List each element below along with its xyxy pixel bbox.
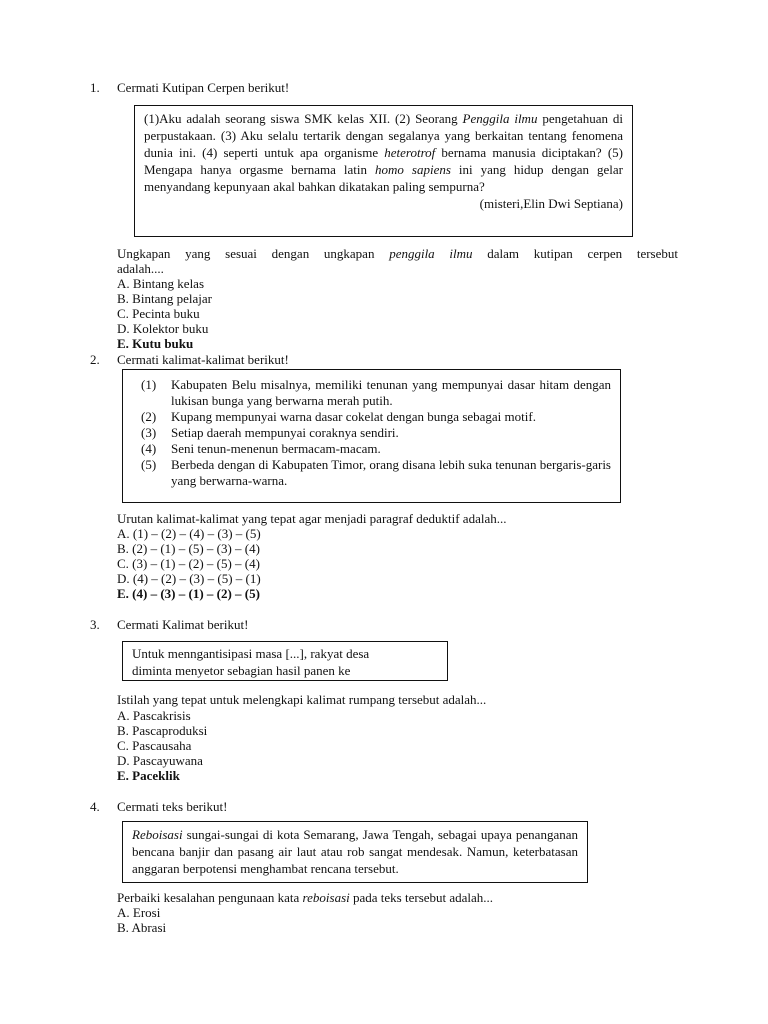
option-e[interactable]: E. Paceklik <box>117 768 180 783</box>
option-a[interactable]: A. Bintang kelas <box>117 276 205 291</box>
option-b[interactable]: B. (2) – (1) – (5) – (3) – (4) <box>117 541 260 556</box>
option-e[interactable]: E. Kutu buku <box>117 336 194 351</box>
question-stem: Ungkapan yang sesuai dengan ungkapan penggila ilmu dalam kutipan cerpen tersebut <box>117 246 678 261</box>
text-box <box>122 821 588 883</box>
excerpt-text: (1)Aku adalah seorang siswa SMK kelas XII. (2) Seorang Penggila ilmu pengetahuan di perpustakaan. (3) Aku selalu tertarik dengan segalanya yang berkaitan tentang fenomena dunia ini. (4) seperti untuk apa organisme heterotrof bernama manusia diciptakan? (5) Mengapa hanya orgasme bernama latin homo sapiens ini yang hidup dengan gelar menyandang kepunyaan akal bahkan dikatakan paling sempurna? <box>144 111 624 194</box>
sentence-item: (4) Seni tenun-menenun bermacam-macam. <box>141 441 381 456</box>
answer-options <box>117 708 207 783</box>
question-heading: Cermati Kutipan Cerpen berikut! <box>117 80 290 95</box>
answer-options <box>117 526 261 601</box>
option-a[interactable]: A. (1) – (2) – (4) – (3) – (5) <box>117 526 261 541</box>
option-d[interactable]: D. (4) – (2) – (3) – (5) – (1) <box>117 571 261 586</box>
option-a[interactable]: A. Pascakrisis <box>117 708 191 723</box>
question-number: 2. <box>90 352 100 367</box>
excerpt-source: (misteri,Elin Dwi Septiana) <box>479 196 623 211</box>
question-stem: Istilah yang tepat untuk melengkapi kalimat rumpang tersebut adalah... <box>117 692 487 707</box>
box-text: Reboisasi sungai-sungai di kota Semarang, Jawa Tengah, sebagai upaya penanganan bencana banjir dan pasang air laut atau rob sangat mendesak. Namun, keterbatasan anggaran berpotensi menghambat rencana tersebut. <box>132 827 578 876</box>
sentence-item: (5) Berbeda dengan di Kabupaten Timor, orang disana lebih suka tenunan bergaris-garis yang berwarna-warna. <box>141 457 611 488</box>
option-b[interactable]: B. Pascaproduksi <box>117 723 208 738</box>
box-line: Untuk menngantisipasi masa [...], rakyat desa <box>132 646 370 661</box>
option-d[interactable]: D. Kolektor buku <box>117 321 209 336</box>
story-excerpt-box <box>134 105 633 237</box>
question-number: 4. <box>90 799 100 814</box>
question-stem-continued: adalah.... <box>117 261 164 276</box>
question-heading: Cermati Kalimat berikut! <box>117 617 249 632</box>
answer-options <box>117 905 166 935</box>
option-b[interactable]: B. Abrasi <box>117 920 167 935</box>
sentence-box <box>122 641 448 681</box>
question-number: 3. <box>90 617 100 632</box>
option-c[interactable]: C. (3) – (1) – (2) – (5) – (4) <box>117 556 260 571</box>
question-stem: Urutan kalimat-kalimat yang tepat agar menjadi paragraf deduktif adalah... <box>117 511 507 526</box>
box-line: diminta menyetor sebagian hasil panen ke <box>132 663 351 678</box>
sentence-item: (3) Setiap daerah mempunyai coraknya sendiri. <box>141 425 399 440</box>
answer-options <box>117 276 212 351</box>
option-c[interactable]: C. Pecinta buku <box>117 306 200 321</box>
option-a[interactable]: A. Erosi <box>117 905 161 920</box>
option-d[interactable]: D. Pascayuwana <box>117 753 203 768</box>
question-stem: Perbaiki kesalahan pengunaan kata reboisasi pada teks tersebut adalah... <box>117 890 494 905</box>
sentence-item: (2) Kupang mempunyai warna dasar cokelat dengan bunga sebagai motif. <box>141 409 536 424</box>
question-number: 1. <box>90 80 100 95</box>
sentence-item: (1) Kabupaten Belu misalnya, memiliki tenunan yang mempunyai dasar hitam dengan lukisan bunga yang berwarna merah putih. <box>141 377 611 408</box>
option-b[interactable]: B. Bintang pelajar <box>117 291 212 306</box>
question-heading: Cermati teks berikut! <box>117 799 228 814</box>
option-c[interactable]: C. Pascausaha <box>117 738 192 753</box>
question-heading: Cermati kalimat-kalimat berikut! <box>117 352 289 367</box>
sentences-box <box>122 369 621 503</box>
option-e[interactable]: E. (4) – (3) – (1) – (2) – (5) <box>117 586 260 601</box>
